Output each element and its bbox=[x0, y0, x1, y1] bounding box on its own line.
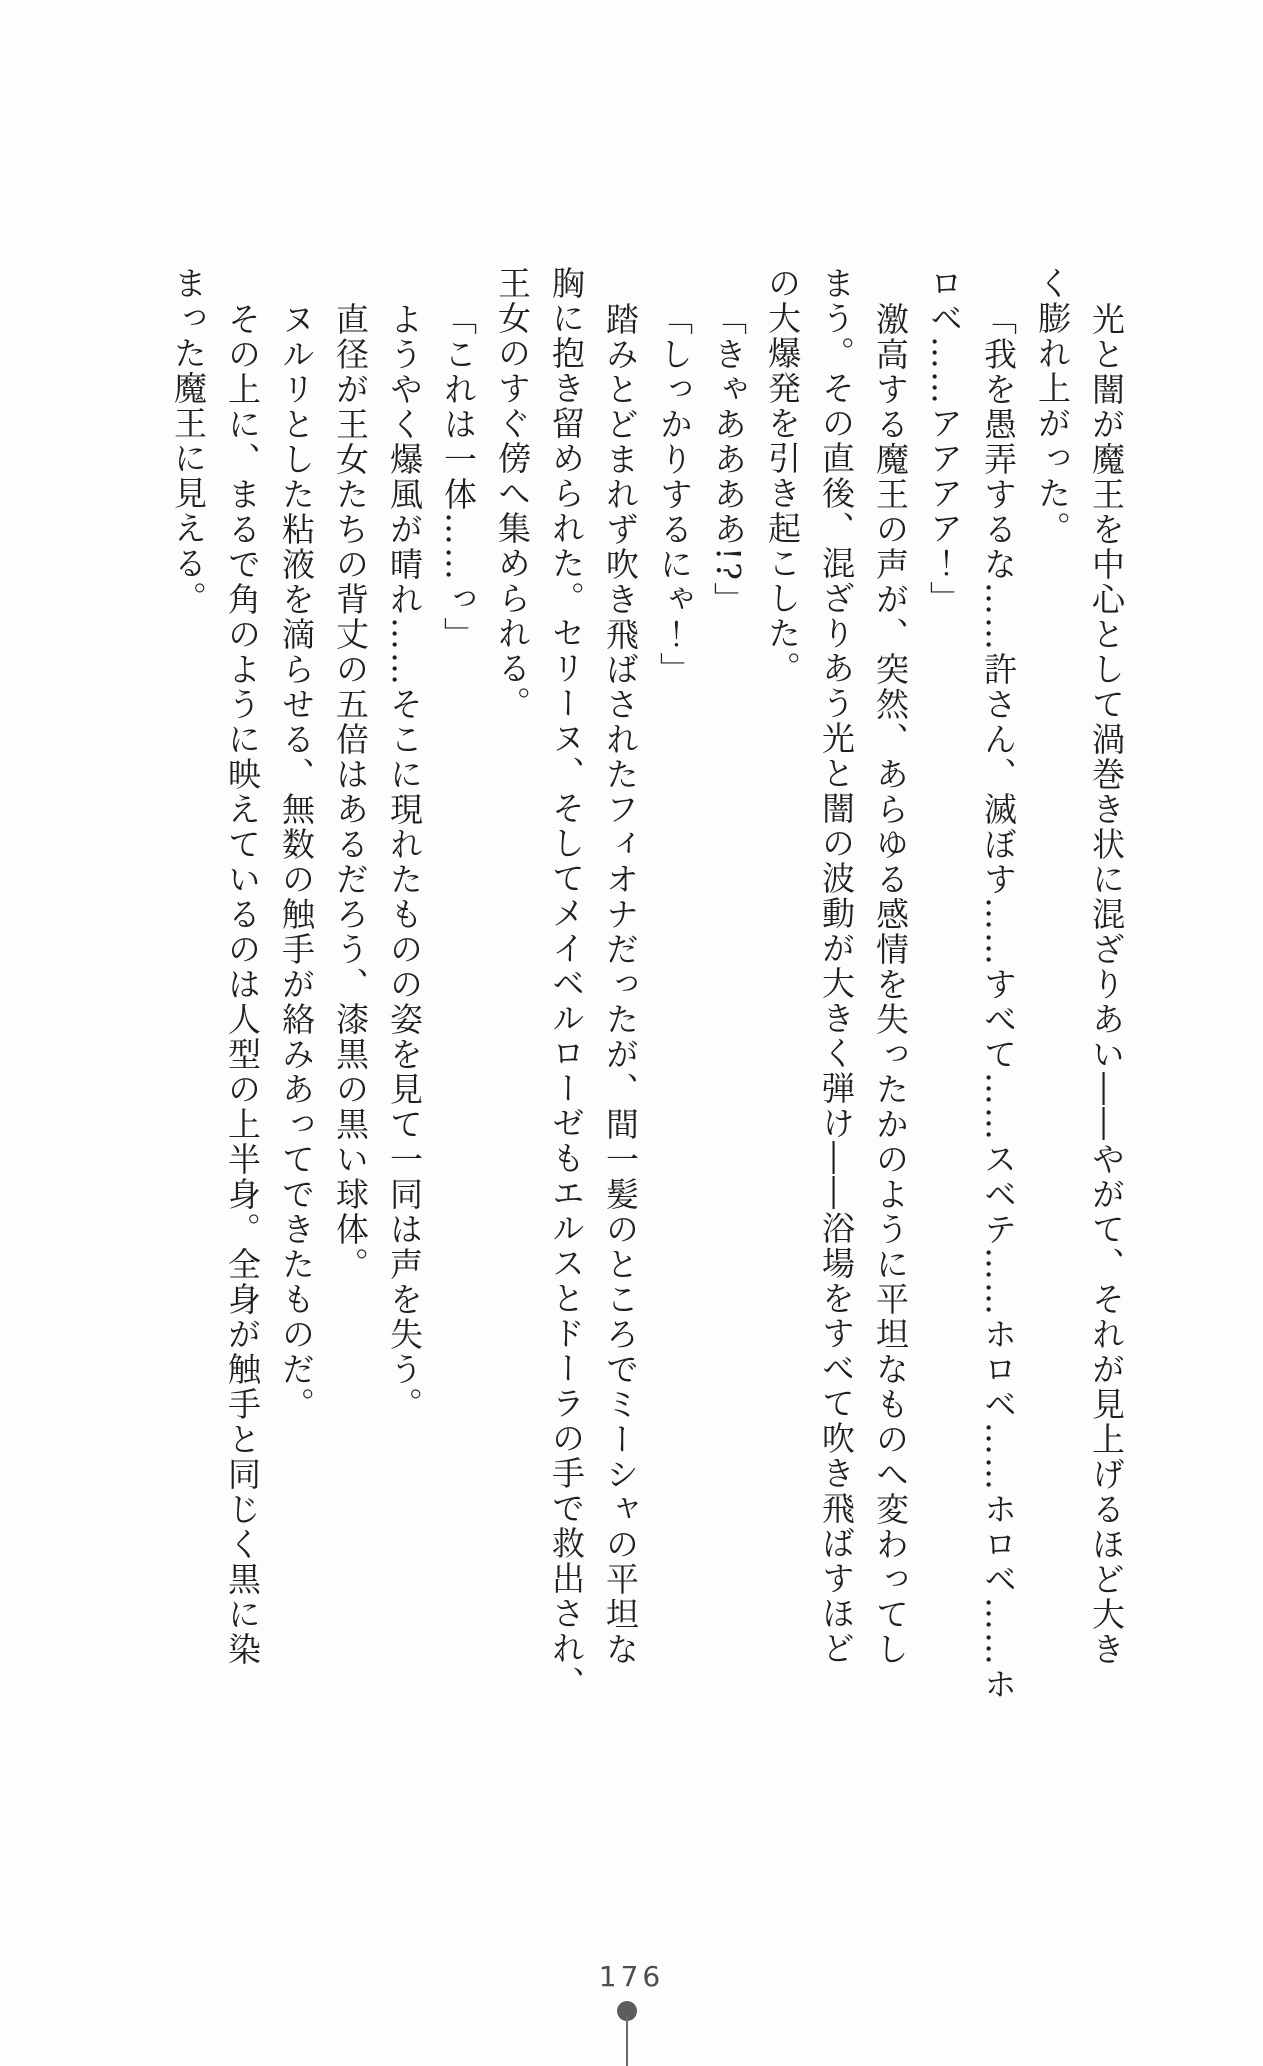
text-column-4: ロベ……アアアア！」 bbox=[925, 266, 964, 616]
text-column-7: の大爆発を引き起こした。 bbox=[763, 266, 802, 686]
text-column-8: 「きゃああああ!?」 bbox=[709, 302, 748, 617]
text-column-3: 「我を愚弄するな……許さん、滅ぼす……すべて……スベテ……ホロベ……ホロベ……ホ bbox=[979, 302, 1018, 1702]
text-column-5: 激高する魔王の声が、突然、あらゆる感情を失ったかのように平坦なものへ変わってし bbox=[871, 302, 910, 1667]
text-column-1: 光と闇が魔王を中心として渦巻き状に混ざりあい――やがて、それが見上げるほど大き bbox=[1087, 302, 1126, 1667]
page-number: 176 bbox=[598, 1960, 665, 1993]
text-column-16: ヌルリとした粘液を滴らせる、無数の触手が絡みあってできたものだ。 bbox=[277, 302, 316, 1422]
text-column-11: 胸に抱き留められた。セリーヌ、そしてメイベルローゼもエルスとドーラの手で救出され、 bbox=[547, 266, 586, 1701]
text-column-12: 王女のすぐ傍へ集められる。 bbox=[493, 266, 532, 721]
text-column-15: 直径が王女たちの背丈の五倍はあるだろう、漆黒の黒い球体。 bbox=[331, 302, 370, 1282]
text-column-9: 「しっかりするにゃ！」 bbox=[655, 302, 694, 687]
text-column-14: ようやく爆風が晴れ……そこに現れたものの姿を見て一同は声を失う。 bbox=[385, 302, 424, 1422]
text-column-6: まう。その直後、混ざりあう光と闇の波動が大きく弾け――浴場をすべて吹き飛ばすほど bbox=[817, 266, 856, 1666]
vertical-text-block bbox=[161, 266, 1133, 1702]
text-column-18: まった魔王に見える。 bbox=[169, 266, 208, 616]
footer-line-ornament bbox=[626, 2016, 628, 2066]
text-column-10: 踏みとどまれず吹き飛ばされたフィオナだったが、間一髪のところでミーシャの平坦な bbox=[601, 302, 640, 1667]
text-column-2: く膨れ上がった。 bbox=[1033, 266, 1072, 546]
text-column-13: 「これは一体……っ」 bbox=[439, 302, 478, 652]
text-column-17: その上に、まるで角のように映えているのは人型の上半身。全身が触手と同じく黒に染 bbox=[223, 302, 262, 1667]
